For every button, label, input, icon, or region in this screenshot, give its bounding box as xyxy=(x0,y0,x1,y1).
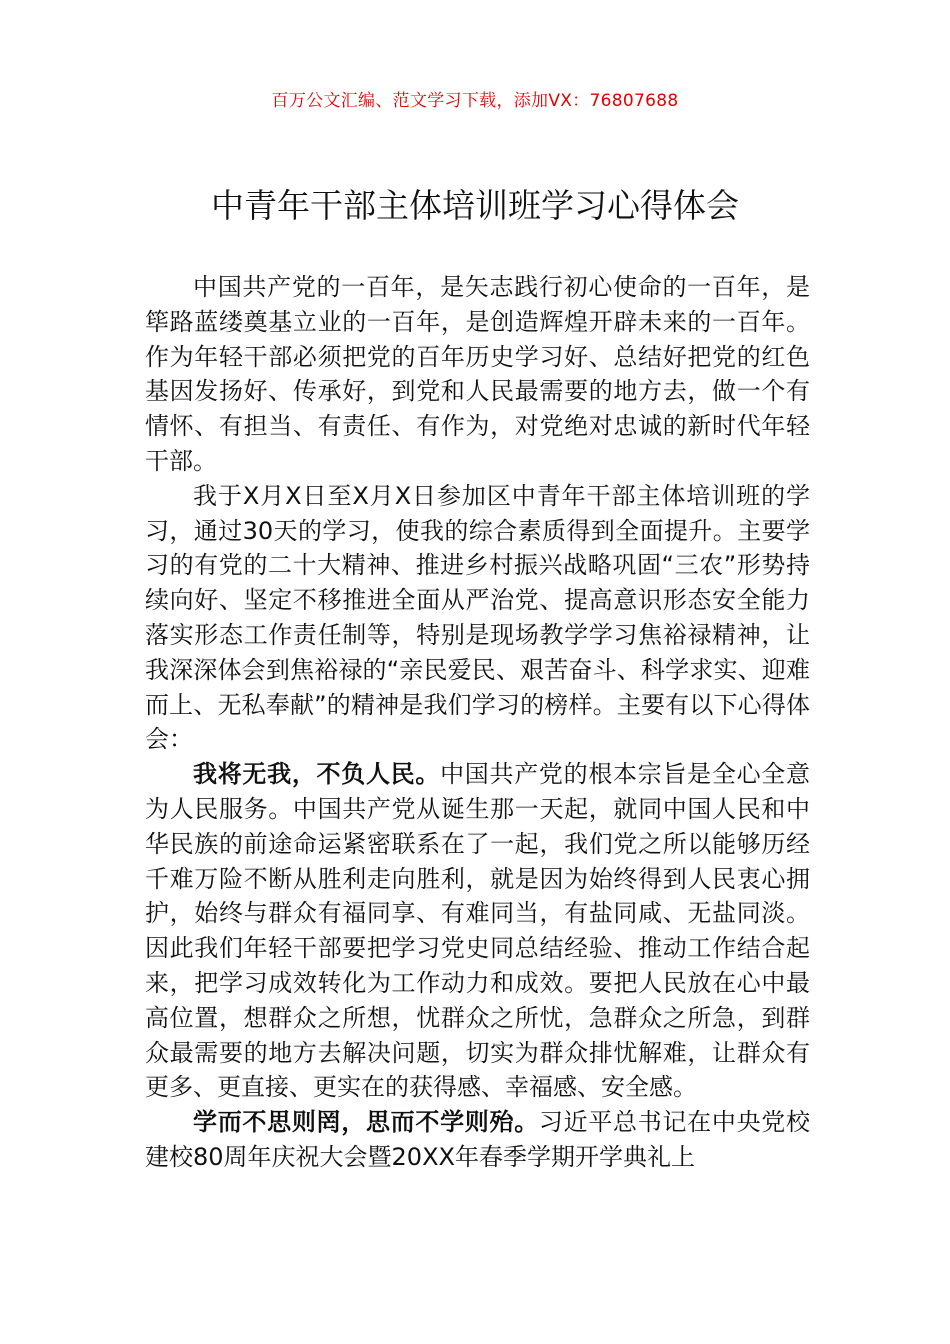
paragraph-text: 中国共产党的根本宗旨是全心全意为人民服务。中国共产党从诞生那一天起，就同中国人民和中华民族的前途命运紧密联系在了一起，我们党之所以能够历经千难万险不断从胜利走向胜利，就是因为始终得到人民衷心拥护，始终与群众有福同享、有难同当，有盐同咸、无盐同淡。因此我们年轻干部要把学习党史同总结经验、推动工作结合起来，把学习成效转化为工作动力和成效。要把人民放在心中最高位置，想群众之所想，忧群众之所忧，急群众之所急，到群众最需要的地方去解决问题，切实为群众排忧解难，让群众有更多、更直接、更实在的获得感、幸福感、安全感。 xyxy=(145,760,811,1102)
paragraph-text: 中国共产党的一百年，是矢志践行初心使命的一百年，是筚路蓝缕奠基立业的一百年，是创造辉煌开辟未来的一百年。作为年轻干部必须把党的百年历史学习好、总结好把党的红色基因发扬好、传承好，到党和人民最需要的地方去，做一个有情怀、有担当、有责任、有作为，对党绝对忠诚的新时代年轻干部。 xyxy=(145,273,810,475)
header-note: 百万公文汇编、范文学习下载，添加VX：76807688 xyxy=(271,91,679,111)
document-title: 中青年干部主体培训班学习心得体会 xyxy=(211,186,739,225)
paragraph-serve-people xyxy=(145,757,810,1105)
paragraph-text: 习近平总书记在中央党校建校80周年庆祝大会暨20XX年春季学期开学典礼上 xyxy=(145,1108,811,1171)
paragraph-lead: 我将无我，不负人民。 xyxy=(193,760,441,789)
paragraph-lead: 学而不思则罔，思而不学则殆。 xyxy=(193,1108,539,1137)
paragraph-intro xyxy=(145,270,810,479)
document-body xyxy=(145,270,810,1175)
paragraph-training xyxy=(145,479,810,757)
paragraph-learn-think xyxy=(145,1105,810,1175)
paragraph-text: 我于X月X日至X月X日参加区中青年干部主体培训班的学习，通过30天的学习，使我的综合素质得到全面提升。主要学习的有党的二十大精神、推进乡村振兴战略巩固“三农”形势持续向好、坚定不移推进全面从严治党、提高意识形态安全能力落实形态工作责任制等，特别是现场教学学习焦裕禄精神，让我深深体会到焦裕禄的“亲民爱民、艰苦奋斗、科学求实、迎难而上、无私奉献”的精神是我们学习的榜样。主要有以下心得体会： xyxy=(145,481,810,754)
